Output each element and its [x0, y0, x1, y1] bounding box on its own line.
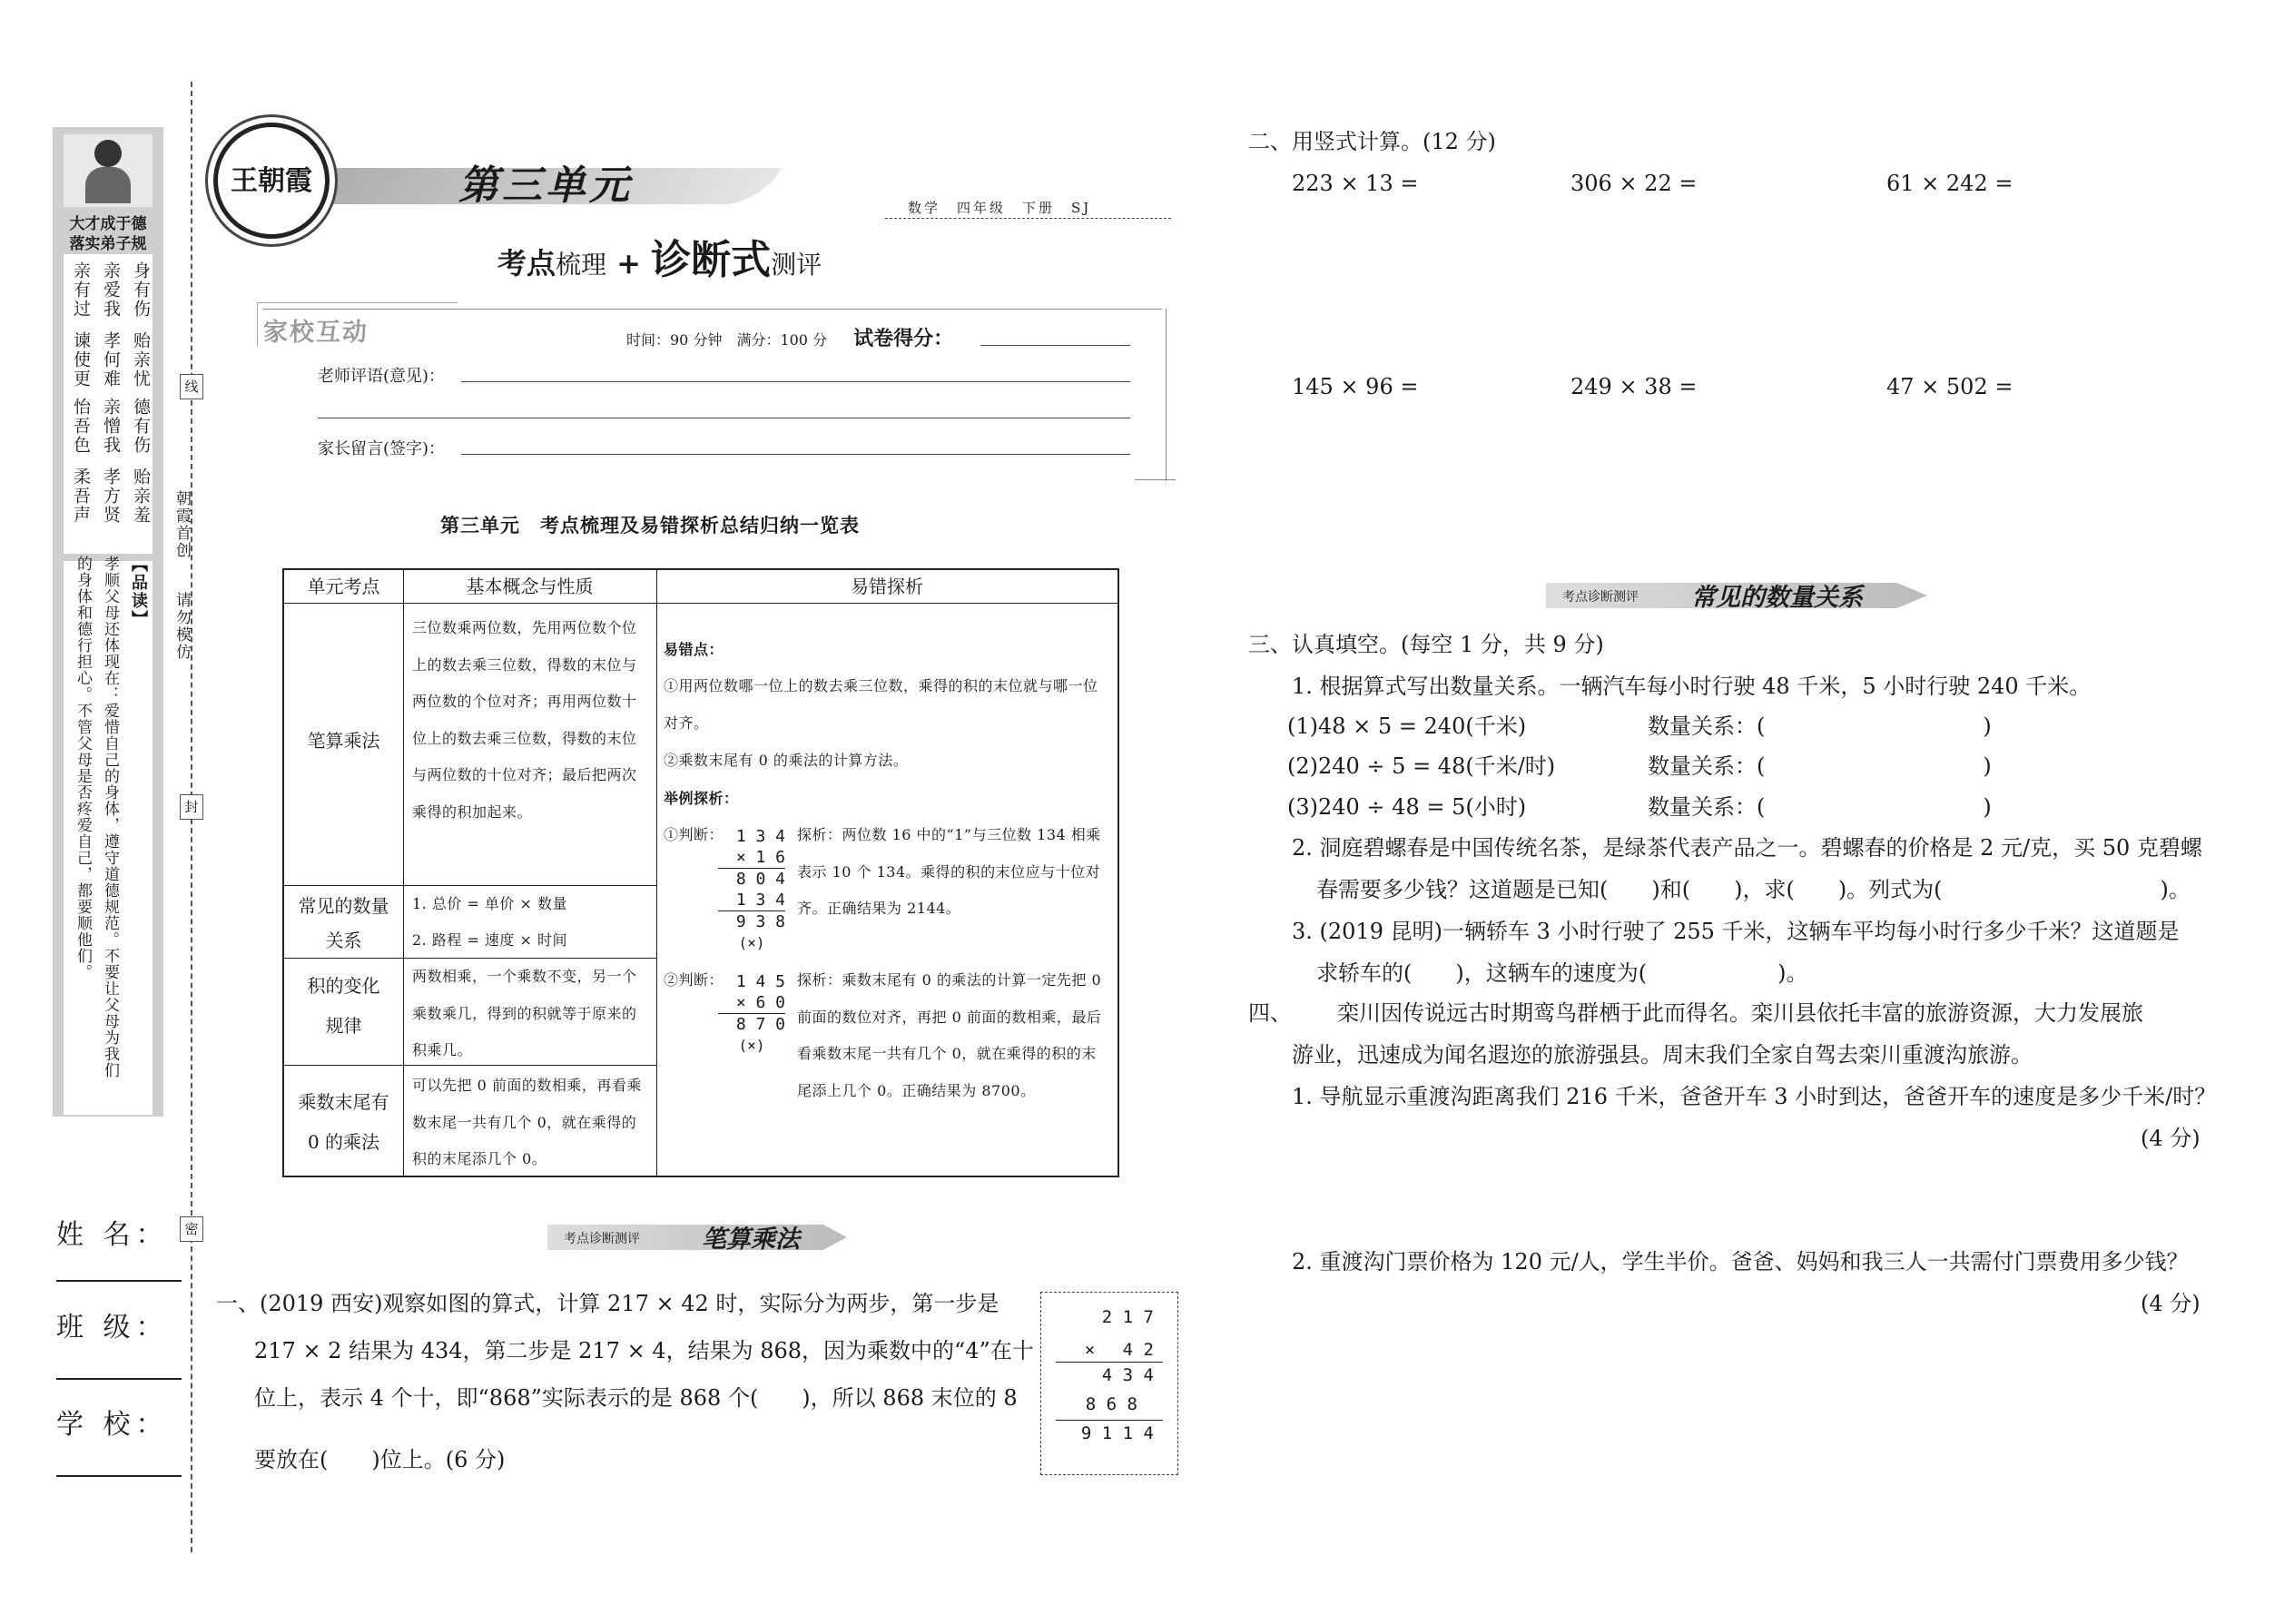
q1-calc-box: 2 1 7 × 4 2 4 3 4 8 6 8 9 1 1 4	[1040, 1292, 1178, 1475]
q1-line-4: 要放在( )位上。(6 分)	[254, 1447, 506, 1472]
error-point-1: ①用两位数哪一位上的数去乘三位数，乘得的积的末位就与哪一位对齐。	[664, 677, 1098, 732]
q4-score: (4 分)	[2141, 1291, 2200, 1316]
q4-sub-2: 2. 重渡沟门票价格为 120 元/人，学生半价。爸爸、妈妈和我三人一共需付门票费用多少钱？	[1292, 1249, 2189, 1275]
dizigui-col: 孝方贤	[101, 468, 121, 525]
table-title: 第三单元 考点梳理及易错探析总结归纳一览表	[440, 514, 860, 536]
side-note-1: 朝霞首创	[172, 490, 191, 559]
school-field[interactable]	[56, 1475, 182, 1477]
dizigui-col: 贻亲羞	[131, 468, 151, 525]
q4-score: (4 分)	[2141, 1126, 2200, 1151]
q3-p1: 1. 根据算式写出数量关系。一辆汽车每小时行驶 48 千米，5 小时行驶 240 千米。	[1292, 674, 2092, 699]
summary-table	[282, 568, 1119, 1177]
page-subtitle	[497, 227, 822, 285]
section-name: 笔算乘法	[702, 1225, 800, 1254]
reading-label: 【品读】	[129, 556, 148, 628]
q1-line-3: 位上，表示 4 个十，即“868”实际表示的是 868 个( )，所以 868 末位的 8	[254, 1385, 1018, 1411]
mascot-icon	[64, 134, 153, 207]
table-concept: 两数相乘，一个乘数不变，另一个乘数乘几，得到的积就等于原来的积乘几。	[412, 968, 637, 1058]
q3-relation-blank[interactable]: 数量关系：( )	[1648, 794, 1992, 820]
q4-label: 四、	[1248, 1000, 1292, 1026]
table-topic: 积的变化	[307, 975, 380, 997]
dizigui-col: 谏使更	[71, 331, 91, 389]
cut-mark: 封	[180, 794, 203, 820]
section-tag: 考点诊断测评	[564, 1232, 640, 1246]
subtitle-a: 考点	[497, 246, 556, 281]
table-header: 基本概念与性质	[466, 576, 594, 597]
q3-formula: (3)240 ÷ 48 = 5(小时)	[1287, 794, 1527, 820]
cut-mark: 线	[180, 374, 203, 399]
exam-meta	[626, 323, 953, 351]
dizigui-col: 怡吾色	[71, 398, 91, 455]
table-topic: 乘数末尾有	[298, 1091, 389, 1113]
q3-p2: 2. 洞庭碧螺春是中国传统名茶，是绿茶代表产品之一。碧螺春的价格是 2 元/克，买 50 克碧螺	[1292, 835, 2202, 861]
table-concept: 三位数乘两位数，先用两位数个位上的数去乘三位数，得数的末位与两位数的个位对齐；再用两位数十位上的数去乘三位数，得数的末位与两位数的十位对齐；最后把两次乘得的积加起来。	[412, 619, 637, 821]
teacher-comment-label: 老师评语(意见)：	[318, 367, 446, 386]
dizigui-col: 贻亲忧	[131, 331, 151, 389]
table-concept: 可以先把 0 前面的数相乘，再看乘数末尾一共有几个 0，就在乘得的积的末尾添几个 0。	[412, 1077, 642, 1167]
name-label: 姓 名：	[56, 1219, 169, 1251]
table-topic: 关系	[325, 930, 362, 951]
header-rule	[885, 218, 1171, 219]
example-2-label: ②判断：	[664, 971, 724, 989]
dizigui-col: 亲憎我	[101, 398, 121, 455]
parent-comment-field[interactable]	[461, 454, 1130, 455]
subtitle-b: 梳理	[556, 250, 607, 280]
example-1-label: ①判断：	[664, 826, 724, 843]
q2-item: 223 × 13 =	[1292, 171, 1419, 196]
q2-item: 145 × 96 =	[1292, 374, 1419, 399]
brand-logo-icon	[213, 123, 330, 239]
table-topic: 0 的乘法	[307, 1131, 380, 1153]
section-name: 常见的数量关系	[1691, 584, 1863, 612]
q4-intro: 栾川因传说远古时期鸾鸟群栖于此而得名。栾川县依托丰富的旅游资源，大力发展旅	[1337, 1000, 2143, 1026]
q3-p3: 求轿车的( )，这辆车的速度为( )。	[1316, 960, 1808, 986]
q2-title: 二、用竖式计算。(12 分)	[1248, 129, 1496, 154]
name-field[interactable]	[56, 1280, 182, 1282]
dizigui-col: 亲爱我	[101, 261, 121, 319]
school-label: 学 校：	[56, 1409, 169, 1441]
header-corner-b	[1135, 479, 1176, 480]
class-label: 班 级：	[56, 1312, 169, 1343]
table-header: 单元考点	[307, 576, 380, 597]
dizigui-col: 德有伤	[131, 398, 151, 455]
subtitle-plus: +	[616, 246, 641, 281]
table-header: 易错探析	[851, 576, 923, 597]
q2-item: 249 × 38 =	[1570, 374, 1698, 399]
example-1-text: 探析：两位数 16 中的“1”与三位数 134 相乘表示 10 个 134。乘得的积的末位应与十位对齐。正确结果为 2144。	[797, 826, 1101, 917]
dizigui-col: 身有伤	[131, 261, 151, 319]
teacher-comment-field[interactable]	[461, 381, 1130, 382]
logo-text: 王朝霞	[231, 165, 312, 197]
section-banner-written	[547, 1219, 847, 1254]
table-topic: 规律	[325, 1015, 362, 1037]
examples-label: 举例探析：	[664, 790, 739, 807]
q4-sub-1: 1. 导航显示重渡沟距离我们 216 千米，爸爸开车 3 小时到达，爸爸开车的速度是多少千米/时？	[1292, 1084, 2217, 1109]
error-points-label: 易错点：	[664, 641, 724, 658]
mascot-caption-2: 落实弟子规	[69, 235, 147, 253]
q3-formula: (1)48 × 5 = 240(千米)	[1287, 714, 1527, 739]
class-field[interactable]	[56, 1378, 182, 1380]
dizigui-col: 亲有过	[71, 261, 91, 319]
q2-item: 61 × 242 =	[1886, 171, 2013, 196]
cut-mark: 密	[180, 1216, 203, 1242]
score-field[interactable]	[980, 345, 1130, 346]
section-tag: 考点诊断测评	[1562, 590, 1639, 605]
q3-formula: (2)240 ÷ 5 = 48(千米/时)	[1287, 753, 1556, 779]
parent-comment-label: 家长留言(签字)：	[318, 439, 446, 458]
q3-title: 三、认真填空。(每空 1 分，共 9 分)	[1248, 632, 1604, 657]
q1-line-2: 217 × 2 结果为 434，第二步是 217 × 4，结果为 868，因为乘数中的“4”在十	[254, 1338, 1034, 1363]
reading-text: 孝顺父母还体现在：爱惜自己的身体，遵守道德规范。不要让父母为我们的身体和德行担心。不管父母是否疼爱自己，都要顺他们。	[74, 556, 119, 1078]
q3-relation-blank[interactable]: 数量关系：( )	[1648, 714, 1992, 739]
q3-p3: 3. (2019 昆明)一辆轿车 3 小时行驶了 255 千米，这辆车平均每小时行多少千米？这道题是	[1292, 919, 2180, 944]
table-topic: 常见的数量	[298, 895, 389, 917]
q2-item: 306 × 22 =	[1570, 171, 1698, 196]
home-school-title: 家校互动	[263, 319, 369, 347]
table-concept: 2. 路程 = 速度 × 时间	[412, 931, 568, 949]
error-point-2: ②乘数末尾有 0 的乘法的计算方法。	[664, 752, 909, 769]
subtitle-c: 诊断式	[651, 237, 772, 283]
table-topic: 笔算乘法	[307, 730, 380, 752]
q3-relation-blank[interactable]: 数量关系：( )	[1648, 753, 1992, 779]
time-info: 时间：90 分钟 满分：100 分	[626, 331, 828, 349]
example-2-calc: 1 4 5 × 6 0 8 7 0 (×)	[718, 971, 785, 1056]
example-1-calc: 1 3 4 × 1 6 8 0 4 1 3 4 9 3 8 (×)	[718, 826, 785, 953]
dizigui-col: 柔吾声	[71, 468, 91, 525]
side-note-2: 请勿模仿	[172, 592, 191, 661]
score-label: 试卷得分：	[853, 327, 954, 350]
mascot-caption-1: 大才成于德	[69, 215, 147, 233]
header-corner	[1146, 309, 1167, 481]
subtitle-d: 测评	[771, 250, 822, 280]
grade-info: 数学 四年级 下册 SJ	[908, 200, 1092, 216]
dizigui-col: 孝何难	[101, 331, 121, 389]
q2-item: 47 × 502 =	[1886, 374, 2013, 399]
q1-line-1: 一、(2019 西安)观察如图的算式，计算 217 × 42 时，实际分为两步，第一步是	[216, 1291, 999, 1316]
q3-p2: 春需要多少钱？这道题是已知( )和( )，求( )。列式为( )。	[1316, 877, 2191, 902]
q4-intro: 游业，迅速成为闻名遐迩的旅游强县。周末我们全家自驾去栾川重渡沟旅游。	[1292, 1042, 2033, 1068]
section-banner-quantity	[1546, 577, 1927, 612]
table-concept: 1. 总价 = 单价 × 数量	[412, 895, 568, 912]
unit-title: 第三单元	[458, 162, 633, 209]
example-2-text: 探析：乘数末尾有 0 的乘法的计算一定先把 0 前面的数位对齐，再把 0 前面的数相乘，最后看乘数末尾一共有几个 0，就在乘得的积的末尾添上几个 0。正确结果为 8700。	[797, 971, 1102, 1099]
